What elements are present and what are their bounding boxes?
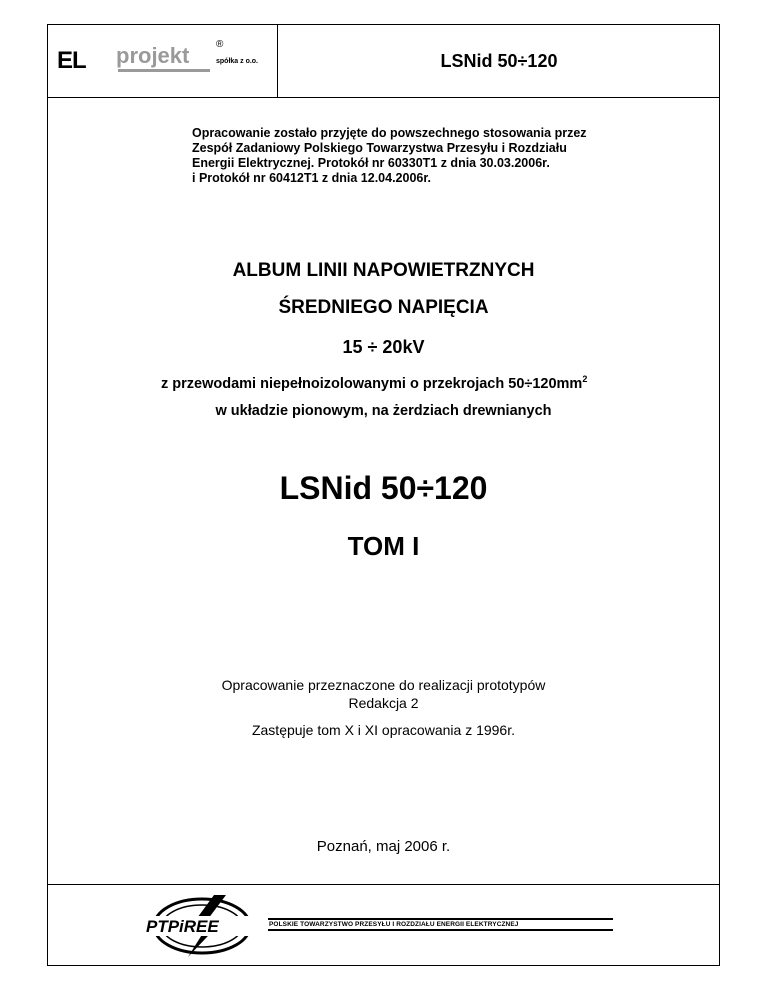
purpose-text: Opracowanie przeznaczone do realizacji prototypów (221, 677, 546, 693)
header-document-code: LSNid 50÷120 (440, 50, 558, 71)
conductor-text: z przewodami niepełnoizolowanymi o przekrojach 50÷120mm (161, 375, 583, 392)
album-title: ALBUM LINII NAPOWIETRZNYCH (232, 260, 535, 281)
approval-note (192, 126, 692, 186)
logo-subtitle: spółka z o.o. (216, 58, 259, 65)
logo-underline (118, 69, 210, 72)
conductor-superscript: 2 (582, 374, 588, 384)
ptpiree-logo-text: PTPiREE (146, 917, 219, 936)
edition-text: Redakcja 2 (348, 695, 419, 711)
volume-label: TOM I (347, 531, 420, 561)
conductor-description (161, 374, 587, 392)
header (48, 25, 719, 98)
replaces-text: Zastępuje tom X i XI opracowania z 1996r. (251, 722, 516, 738)
place-date: Poznań, maj 2006 r. (316, 838, 451, 855)
registered-mark: ® (216, 39, 224, 50)
layout-description: w układzie pionowym, na żerdziach drewnianych (215, 403, 552, 419)
logo-el-text: EL (57, 47, 86, 74)
footer (48, 884, 719, 968)
approval-line: Zespół Zadaniowy Polskiego Towarzystwa Przesyłu i Rozdziału (192, 141, 567, 155)
voltage-range: 15 ÷ 20kV (342, 337, 425, 357)
company-logo (48, 25, 278, 97)
album-subtitle: ŚREDNIEGO NAPIĘCIA (278, 297, 489, 318)
ptpiree-logo (140, 895, 270, 957)
approval-line: Energii Elektrycznej. Protokół nr 60330T1 z dnia 30.03.2006r. (192, 156, 550, 170)
document-code-large: LSNid 50÷120 (279, 470, 488, 506)
approval-line: Opracowanie zostało przyjęte do powszechnego stosowania przez (192, 126, 587, 140)
footer-divider-bottom (268, 929, 613, 931)
organization-name: POLSKIE TOWARZYSTWO PRZESYŁU I ROZDZIAŁU ENERGII ELEKTRYCZNEJ (269, 921, 519, 928)
approval-line: i Protokół nr 60412T1 z dnia 12.04.2006r. (192, 171, 432, 185)
page-frame (47, 24, 720, 966)
logo-projekt-text: projekt (116, 43, 190, 68)
